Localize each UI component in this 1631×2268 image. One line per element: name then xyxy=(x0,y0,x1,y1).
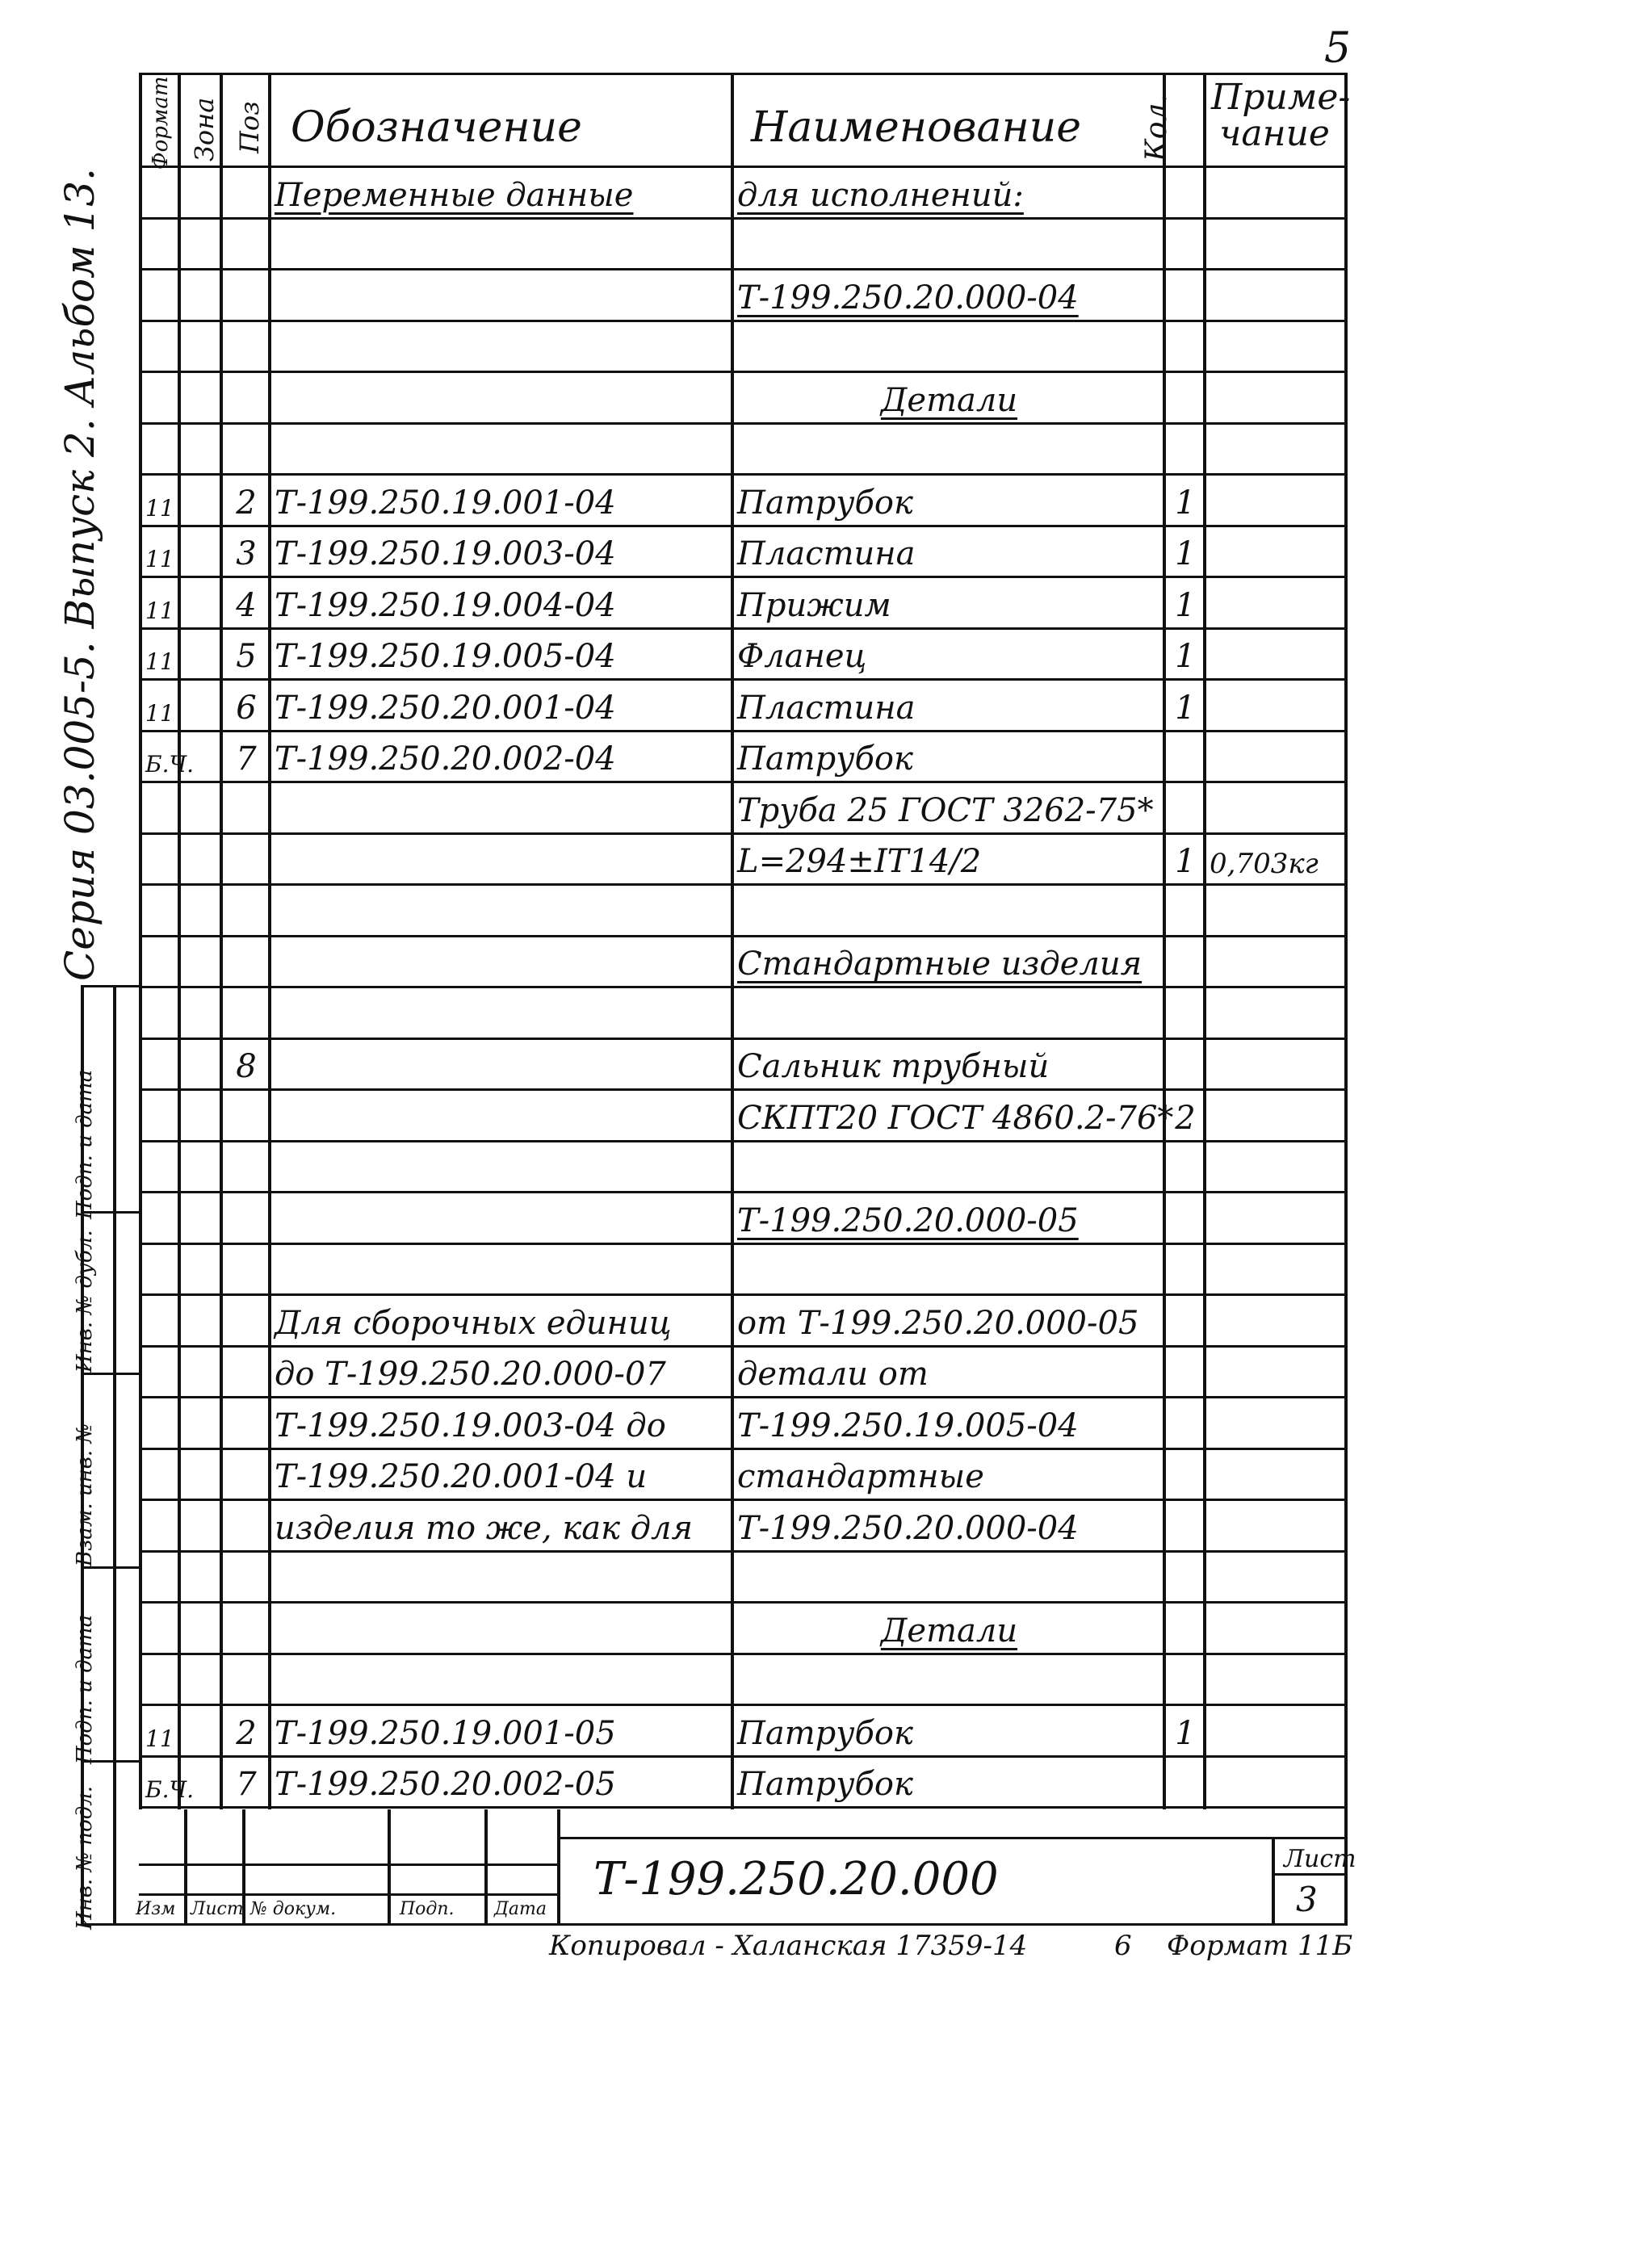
cell-format xyxy=(145,166,176,217)
cell-note xyxy=(1210,217,1343,269)
cell-position xyxy=(226,422,266,474)
cell-format: 11 xyxy=(145,699,174,727)
cell-note xyxy=(1210,1704,1343,1755)
cell-note xyxy=(1210,1140,1343,1192)
stamp-border-bottom xyxy=(139,1923,1348,1926)
table-row xyxy=(0,1088,1631,1140)
cell-note xyxy=(1210,935,1343,987)
cell-name xyxy=(737,422,1161,474)
cell-format: 11 xyxy=(145,494,174,522)
margin-vzam-inv: Взам. инв. № xyxy=(73,1423,97,1566)
cell-quantity: 1 xyxy=(1175,586,1196,624)
table-row xyxy=(0,217,1631,269)
cell-designation xyxy=(275,781,729,832)
table-row xyxy=(0,1448,1631,1499)
cell-quantity: 1 xyxy=(1175,689,1196,727)
cell-format: Б.Ч. xyxy=(145,751,195,778)
cell-designation xyxy=(275,217,729,269)
cell-name: Патрубок xyxy=(737,1714,913,1752)
stamp-row-2 xyxy=(139,1893,557,1896)
cell-quantity xyxy=(1169,1396,1201,1448)
cell-position xyxy=(226,832,266,884)
cell-position xyxy=(226,1345,266,1397)
table-row xyxy=(0,525,1631,576)
cell-note xyxy=(1210,730,1343,782)
cell-note xyxy=(1210,1293,1343,1345)
cell-format xyxy=(145,1550,176,1602)
cell-name xyxy=(737,217,1161,269)
cell-name: стандартные xyxy=(737,1458,984,1495)
cell-note xyxy=(1210,1499,1343,1550)
cell-designation xyxy=(275,268,729,320)
cell-quantity xyxy=(1169,422,1201,474)
stamp-col-ndok: № докум. xyxy=(250,1899,337,1919)
cell-designation xyxy=(275,935,729,987)
footer-format: Формат 11Б xyxy=(1167,1930,1353,1962)
cell-quantity xyxy=(1169,1601,1201,1653)
cell-name: Т-199.250.20.000-05 xyxy=(737,1201,1079,1239)
stamp-divider-sheet xyxy=(1272,1837,1275,1923)
cell-note xyxy=(1210,320,1343,371)
cell-position xyxy=(226,1653,266,1704)
cell-note xyxy=(1210,1088,1343,1140)
cell-quantity xyxy=(1169,1550,1201,1602)
table-row xyxy=(0,678,1631,730)
cell-name: для исполнений: xyxy=(737,176,1024,214)
stamp-code-top xyxy=(557,1837,1348,1839)
table-row xyxy=(0,422,1631,474)
margin-podp-data-2: Подп. и дата xyxy=(73,1069,97,1219)
cell-format xyxy=(145,1499,176,1550)
table-row xyxy=(0,1243,1631,1294)
cell-position xyxy=(226,986,266,1038)
cell-designation: Т-199.250.19.005-04 xyxy=(275,638,616,675)
stamp-col-list: Лист xyxy=(191,1899,244,1919)
cell-quantity xyxy=(1169,217,1201,269)
table-row xyxy=(0,1704,1631,1755)
cell-quantity xyxy=(1169,1293,1201,1345)
cell-position: 4 xyxy=(236,586,257,624)
cell-quantity xyxy=(1169,1653,1201,1704)
cell-name: Детали xyxy=(880,1612,1018,1650)
cell-quantity xyxy=(1169,1140,1201,1192)
cell-name xyxy=(737,320,1161,371)
stamp-col-izm: Изм xyxy=(136,1899,176,1919)
cell-position: 2 xyxy=(236,1714,257,1752)
cell-name xyxy=(737,1653,1161,1704)
cell-format xyxy=(145,883,176,935)
cell-quantity xyxy=(1169,1243,1201,1294)
cell-name xyxy=(737,883,1161,935)
table-row xyxy=(0,1499,1631,1550)
table-row xyxy=(0,1653,1631,1704)
cell-quantity xyxy=(1169,166,1201,217)
cell-position xyxy=(226,883,266,935)
cell-quantity: 1 xyxy=(1175,484,1196,522)
cell-quantity xyxy=(1169,320,1201,371)
cell-note xyxy=(1210,1396,1343,1448)
table-row xyxy=(0,781,1631,832)
header-qty: Кол. xyxy=(1140,94,1173,161)
cell-position xyxy=(226,1499,266,1550)
cell-designation xyxy=(275,371,729,422)
cell-designation: Т-199.250.19.003-04 до xyxy=(275,1406,666,1444)
cell-name: СКПТ20 ГОСТ 4860.2-76* xyxy=(737,1099,1174,1137)
cell-name xyxy=(737,1140,1161,1192)
cell-designation xyxy=(275,832,729,884)
cell-position xyxy=(226,935,266,987)
cell-designation: Т-199.250.19.001-05 xyxy=(275,1714,616,1752)
table-row xyxy=(0,1140,1631,1192)
cell-designation: Т-199.250.19.001-04 xyxy=(275,484,616,522)
cell-note xyxy=(1210,627,1343,679)
table-row xyxy=(0,883,1631,935)
cell-quantity xyxy=(1169,730,1201,782)
cell-name xyxy=(737,986,1161,1038)
cell-position xyxy=(226,268,266,320)
cell-name: Патрубок xyxy=(737,740,913,778)
cell-designation: Т-199.250.20.002-04 xyxy=(275,740,616,778)
cell-note xyxy=(1210,1191,1343,1243)
cell-designation xyxy=(275,1550,729,1602)
cell-name: L=294±IT14/2 xyxy=(737,843,982,880)
header-format: Формат xyxy=(149,76,173,170)
cell-designation xyxy=(275,320,729,371)
cell-note xyxy=(1210,986,1343,1038)
cell-format xyxy=(145,1088,176,1140)
cell-quantity xyxy=(1169,371,1201,422)
cell-position: 7 xyxy=(236,740,257,778)
cell-note xyxy=(1210,781,1343,832)
stamp-col-podp: Подп. xyxy=(400,1899,455,1919)
header-note-2: чание xyxy=(1219,113,1330,154)
cell-note xyxy=(1210,422,1343,474)
table-row xyxy=(0,935,1631,987)
header-designation: Обозначение xyxy=(291,103,582,152)
table-row xyxy=(0,1755,1631,1807)
cell-position xyxy=(226,371,266,422)
cell-position xyxy=(226,1601,266,1653)
series-title: Серия 03.005-5. Выпуск 2. Альбом 13. xyxy=(57,168,103,981)
margin-podp-data: Подп. и дата xyxy=(73,1614,97,1764)
cell-designation xyxy=(275,986,729,1038)
stamp-col-data: Дата xyxy=(494,1899,547,1919)
stamp-sheet-label: Лист xyxy=(1284,1845,1356,1873)
cell-quantity xyxy=(1169,986,1201,1038)
stamp-row-1 xyxy=(139,1863,557,1866)
cell-format xyxy=(145,1601,176,1653)
cell-quantity: 2 xyxy=(1175,1099,1196,1137)
cell-designation: Т-199.250.20.001-04 и xyxy=(275,1458,648,1495)
margin-inv-podl: Инв. № подл. xyxy=(73,1785,97,1930)
cell-quantity xyxy=(1169,1191,1201,1243)
cell-position xyxy=(226,1243,266,1294)
table-row xyxy=(0,1038,1631,1089)
cell-quantity xyxy=(1169,1038,1201,1089)
cell-designation xyxy=(275,1038,729,1089)
cell-quantity xyxy=(1169,883,1201,935)
cell-position xyxy=(226,1448,266,1499)
cell-position: 6 xyxy=(236,689,257,727)
table-row xyxy=(0,473,1631,525)
cell-format xyxy=(145,1293,176,1345)
cell-note xyxy=(1210,473,1343,525)
stamp-col-divider xyxy=(184,1809,187,1923)
cell-note xyxy=(1210,1243,1343,1294)
cell-note: 0,703кг xyxy=(1210,848,1319,880)
header-zone: Зона xyxy=(189,97,220,161)
cell-format xyxy=(145,217,176,269)
cell-format xyxy=(145,986,176,1038)
footer-letter: 6 xyxy=(1114,1930,1132,1962)
table-row xyxy=(0,268,1631,320)
cell-designation: Т-199.250.19.003-04 xyxy=(275,535,616,572)
cell-name: Патрубок xyxy=(737,484,913,522)
cell-format xyxy=(145,832,176,884)
table-row xyxy=(0,627,1631,679)
cell-name: Т-199.250.20.000-04 xyxy=(737,1509,1079,1547)
stamp-col-divider xyxy=(484,1809,488,1923)
table-row xyxy=(0,986,1631,1038)
cell-quantity xyxy=(1169,1345,1201,1397)
cell-format xyxy=(145,1345,176,1397)
cell-note xyxy=(1210,1755,1343,1807)
cell-format xyxy=(145,371,176,422)
cell-note xyxy=(1210,1345,1343,1397)
table-row xyxy=(0,166,1631,217)
cell-designation: Т-199.250.20.002-05 xyxy=(275,1766,616,1803)
cell-designation xyxy=(275,1191,729,1243)
table-row xyxy=(0,576,1631,627)
cell-note xyxy=(1210,1038,1343,1089)
stamp-col-divider xyxy=(388,1809,391,1923)
cell-note xyxy=(1210,268,1343,320)
cell-note xyxy=(1210,1448,1343,1499)
cell-name: Фланец xyxy=(737,638,867,675)
table-border-top xyxy=(139,73,1348,75)
table-row xyxy=(0,1345,1631,1397)
cell-note xyxy=(1210,166,1343,217)
cell-note xyxy=(1210,1601,1343,1653)
cell-name xyxy=(737,1243,1161,1294)
cell-format xyxy=(145,1653,176,1704)
cell-quantity: 1 xyxy=(1175,638,1196,675)
cell-designation xyxy=(275,1088,729,1140)
cell-name: Прижим xyxy=(737,586,891,624)
table-row xyxy=(0,320,1631,371)
cell-format: Б.Ч. xyxy=(145,1776,195,1803)
cell-designation: Для сборочных единиц xyxy=(275,1304,672,1342)
cell-position xyxy=(226,320,266,371)
stamp-code: Т-199.250.20.000 xyxy=(593,1853,999,1905)
stamp-sheet-divider xyxy=(1272,1873,1348,1876)
cell-position xyxy=(226,166,266,217)
cell-note xyxy=(1210,883,1343,935)
cell-note xyxy=(1210,1653,1343,1704)
cell-quantity xyxy=(1169,1448,1201,1499)
cell-quantity xyxy=(1169,268,1201,320)
page-number: 5 xyxy=(1324,24,1352,73)
cell-quantity: 1 xyxy=(1175,843,1196,880)
footer-copied: Копировал - Халанская 17359-14 xyxy=(549,1930,1028,1962)
cell-designation xyxy=(275,1243,729,1294)
stamp-divider-main xyxy=(557,1809,560,1923)
cell-name: от Т-199.250.20.000-05 xyxy=(737,1304,1139,1342)
cell-format xyxy=(145,1038,176,1089)
table-row xyxy=(0,371,1631,422)
cell-format xyxy=(145,1448,176,1499)
cell-format xyxy=(145,935,176,987)
cell-name: Труба 25 ГОСТ 3262-75* xyxy=(737,791,1154,829)
cell-designation: изделия то же, как для xyxy=(275,1509,693,1547)
cell-format: 11 xyxy=(145,648,174,675)
cell-designation: Переменные данные xyxy=(275,176,634,214)
cell-quantity xyxy=(1169,1499,1201,1550)
cell-designation: до Т-199.250.20.000-07 xyxy=(275,1356,666,1393)
row-divider xyxy=(139,1806,1348,1809)
cell-quantity xyxy=(1169,1755,1201,1807)
cell-position: 5 xyxy=(236,638,257,675)
cell-note xyxy=(1210,576,1343,627)
cell-position xyxy=(226,1191,266,1243)
table-row xyxy=(0,730,1631,782)
cell-format xyxy=(145,268,176,320)
cell-format: 11 xyxy=(145,1725,174,1752)
cell-name: Пластина xyxy=(737,689,916,727)
cell-position: 3 xyxy=(236,535,257,572)
cell-note xyxy=(1210,1550,1343,1602)
cell-designation xyxy=(275,1601,729,1653)
table-row xyxy=(0,1550,1631,1602)
cell-position xyxy=(226,1550,266,1602)
stamp-sheet-number: 3 xyxy=(1296,1880,1318,1919)
table-row xyxy=(0,1601,1631,1653)
cell-format: 11 xyxy=(145,546,174,572)
cell-designation: Т-199.250.19.004-04 xyxy=(275,586,616,624)
cell-name: Стандартные изделия xyxy=(737,945,1143,983)
cell-format xyxy=(145,1396,176,1448)
margin-inv-dubl: Инв. № дубл. xyxy=(73,1230,97,1373)
cell-name: Т-199.250.20.000-04 xyxy=(737,279,1079,317)
cell-position: 7 xyxy=(236,1766,257,1803)
cell-position xyxy=(226,217,266,269)
cell-quantity xyxy=(1169,781,1201,832)
cell-name: Детали xyxy=(880,381,1018,419)
cell-note xyxy=(1210,525,1343,576)
cell-quantity: 1 xyxy=(1175,1714,1196,1752)
cell-designation xyxy=(275,422,729,474)
cell-name xyxy=(737,1550,1161,1602)
cell-format xyxy=(145,422,176,474)
cell-designation xyxy=(275,883,729,935)
cell-position xyxy=(226,1396,266,1448)
header-note-1: Приме- xyxy=(1211,77,1351,118)
header-name: Наименование xyxy=(751,103,1082,152)
cell-position: 8 xyxy=(236,1048,257,1085)
cell-designation xyxy=(275,1653,729,1704)
cell-format: 11 xyxy=(145,597,174,624)
cell-note xyxy=(1210,371,1343,422)
table-row xyxy=(0,1293,1631,1345)
table-row xyxy=(0,1191,1631,1243)
cell-name: детали от xyxy=(737,1356,929,1393)
cell-position xyxy=(226,1140,266,1192)
cell-format xyxy=(145,1191,176,1243)
cell-format xyxy=(145,320,176,371)
cell-name: Патрубок xyxy=(737,1766,913,1803)
cell-note xyxy=(1210,678,1343,730)
cell-position xyxy=(226,1088,266,1140)
cell-designation: Т-199.250.20.001-04 xyxy=(275,689,616,727)
table-row xyxy=(0,832,1631,884)
cell-name: Сальник трубный xyxy=(737,1048,1050,1085)
table-row xyxy=(0,1396,1631,1448)
cell-name: Т-199.250.19.005-04 xyxy=(737,1406,1079,1444)
cell-position xyxy=(226,781,266,832)
cell-quantity: 1 xyxy=(1175,535,1196,572)
cell-position xyxy=(226,1293,266,1345)
cell-format xyxy=(145,781,176,832)
cell-name: Пластина xyxy=(737,535,916,572)
cell-format xyxy=(145,1140,176,1192)
cell-position: 2 xyxy=(236,484,257,522)
cell-format xyxy=(145,1243,176,1294)
cell-designation xyxy=(275,1140,729,1192)
header-pos: Поз xyxy=(234,101,265,153)
cell-quantity xyxy=(1169,935,1201,987)
